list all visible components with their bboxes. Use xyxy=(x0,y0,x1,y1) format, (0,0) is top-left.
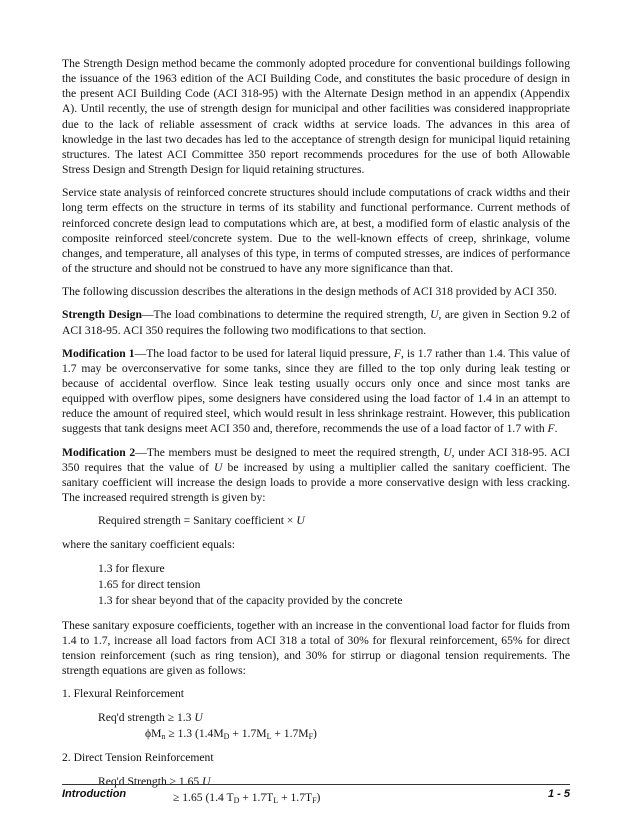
formula-line: $\phi M_n \ge 1.3$ $(1.4M_D + 1.7M_L + 1.7M_F)$ xyxy=(145,727,317,742)
heading-modification-2: Modification 2 xyxy=(62,445,136,459)
section-direct-tension-reinforcement: 2. Direct Tension Reinforcement xyxy=(62,751,214,765)
formula-line: ≥ 1.65 (1.4 $T_D + 1.7T_L + 1.7T_F$) xyxy=(173,791,321,806)
paragraph-service-state-analysis: Service state analysis of reinforced concrete structures should include computations of crack widths and their long term effects on the structure in terms of its stability and functional performance. Current methods of reinforced concrete design lead to computations which are, at best, a modified form of elastic analysis of the composite reinforced steel/concrete system. Due to the well-known effects of creep, shrinkage, volume changes, and temperature, all analyses of this type, in terms of computed stresses, are indices of performance of the structure and should not be construed to have any more significance than that. xyxy=(62,186,570,276)
paragraph-discussion-intro: The following discussion describes the alterations in the design methods of ACI 318 provided by ACI 350. xyxy=(62,285,557,299)
list-item: 1.3 for flexure xyxy=(98,561,165,575)
formula-line: Req'd strength ≥ 1.3 U xyxy=(98,711,203,725)
heading-modification-1: Modification 1 xyxy=(62,346,135,360)
page-footer xyxy=(62,784,570,802)
section-flexural-reinforcement: 1. Flexural Reinforcement xyxy=(62,687,185,701)
list-item: 1.3 for shear beyond that of the capacity provided by the concrete xyxy=(98,593,403,607)
heading-strength-design: Strength Design xyxy=(62,308,142,322)
paragraph-strength-design: Strength Design—The load combinations to determine the required strength, U, are given in Section 9.2 of ACI 318-95. ACI 350 requires the following two modifications to that section. xyxy=(62,308,570,337)
coefficient-list xyxy=(98,561,570,609)
footer-section-title: Introduction xyxy=(62,788,127,800)
list-item: 1.65 for direct tension xyxy=(98,577,201,591)
equation-required-strength: Required strength = Sanitary coefficient × U xyxy=(98,514,305,528)
paragraph-sanitary-exposure: These sanitary exposure coefficients, together with an increase in the conventional load factor for fluids from 1.4 to 1.7, increase all load factors from ACI 318 a total of 30% for flexural reinforcement, 65% for direct tension reinforcement (such as ring tension), and 30% for stirrup or diagonal tension requirements. The strength equations are given as follows: xyxy=(62,618,570,677)
page-number: 1 - 5 xyxy=(547,788,570,800)
paragraph-modification-2: Modification 2—The members must be designed to meet the required strength, U, under ACI 318-95. ACI 350 requires that the value of U be increased by using a multiplier called the sanitary coefficient. The sanitary coefficient will increase the design loads to provide a more conservative design with less cracking. The increased required strength is given by: xyxy=(62,445,571,505)
paragraph-sanitary-coefficient-intro: where the sanitary coefficient equals: xyxy=(62,538,235,552)
formula-line: Req'd Strength ≥ 1.65 U xyxy=(98,775,211,789)
paragraph-strength-design-history: The Strength Design method became the commonly adopted procedure for conventional buildings following the issuance of the 1963 edition of the ACI Building Code, and constitutes the basic procedure of design in the present ACI Building Code (ACI 318-95) with the Alternate Design method in an appendix (Appendix A). Until recently, the use of strength design for municipal and other facilities was considered inappropriate due to the lack of reliable assessment of crack widths at service loads. The advances in this area of knowledge in the last two decades has led to the acceptance of strength design for municipal liquid retaining structures. The latest ACI Committee 350 report recommends procedures for the use of both Allowable Stress Design and Strength Design for liquid retaining structures. xyxy=(62,57,570,177)
formula-flexural xyxy=(98,710,570,742)
paragraph-modification-1: Modification 1—The load factor to be used for lateral liquid pressure, F, is 1.7 rather than 1.4. This value of 1.7 may be overconservative for some tanks, since they are filled to the top only during leak testing or because of accidental overflow. Since leak testing usually occurs only once and since most tanks are equipped with overflow pipes, some designers have considered using the load factor of 1.4 in an attempt to reduce the amount of required steel, which would result in less shrinkage restraint. However, this publication suggests that tank designs meet ACI 350 and, therefore, recommends the use of a load factor of 1.7 with F. xyxy=(62,346,570,436)
